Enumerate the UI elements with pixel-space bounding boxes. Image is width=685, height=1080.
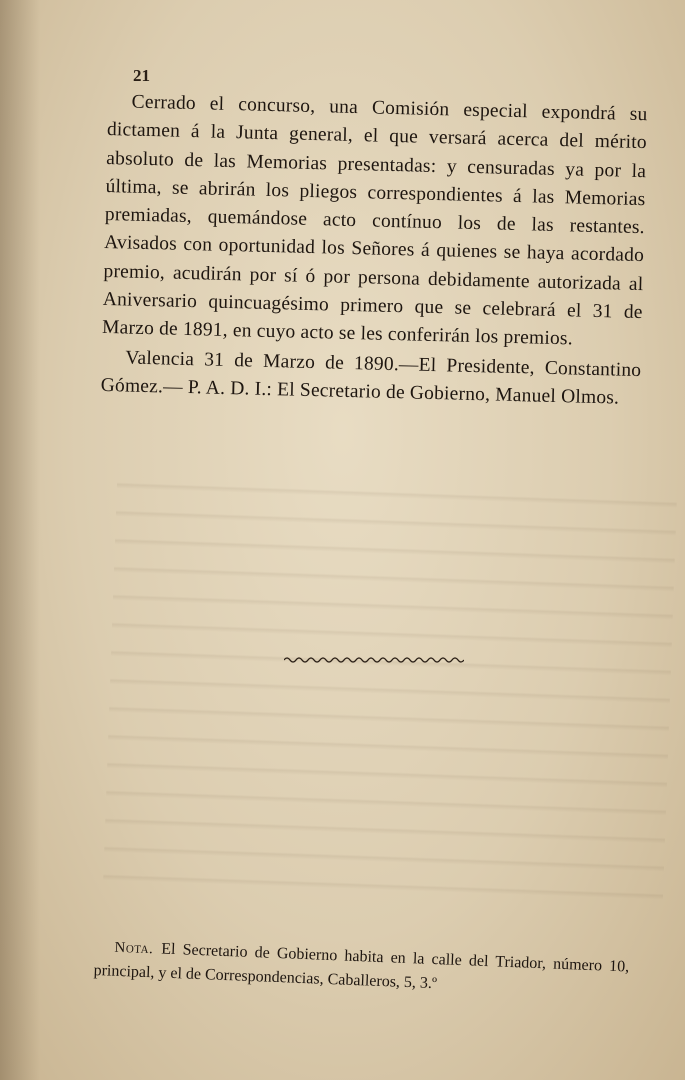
ornamental-wavy-rule xyxy=(284,654,464,666)
footnote xyxy=(93,935,629,1004)
paragraph-signature: Valencia 31 de Marzo de 1890.—El Presidente, Constantino Gómez.— P. A. D. I.: El Secretario de Gobierno, Manuel Olmos. xyxy=(100,347,642,409)
paragraph-contest-rules: Cerrado el concurso, una Comisión especial expondrá su dictamen á la Junta general, el que versará acerca del mérito absoluto de las Memorias presentadas: y censuradas ya por la última, se abrirán los pliegos correspondientes á las Memorias premiadas, quemándose acto contínuo los de las restantes. Avisados con oportunidad los Señores á quienes se haya acordado premio, acudirán por sí ó por persona debidamente autorizada al Aniversario quincuagésimo primero que se celebrará el 31 de Marzo de 1891, en cuyo acto se les conferirán los premios. xyxy=(101,91,648,350)
spine-shadow xyxy=(0,0,40,1080)
footnote-text: El Secretario de Gobierno habita en la calle del Triador, número 10, principal, y el de Correspondencias, Caballeros, 5, 3.º xyxy=(93,940,630,993)
main-text-block xyxy=(100,88,647,413)
page-number: 21 xyxy=(133,66,150,85)
show-through-text xyxy=(103,470,677,909)
footnote-label: Nota. xyxy=(114,939,154,958)
